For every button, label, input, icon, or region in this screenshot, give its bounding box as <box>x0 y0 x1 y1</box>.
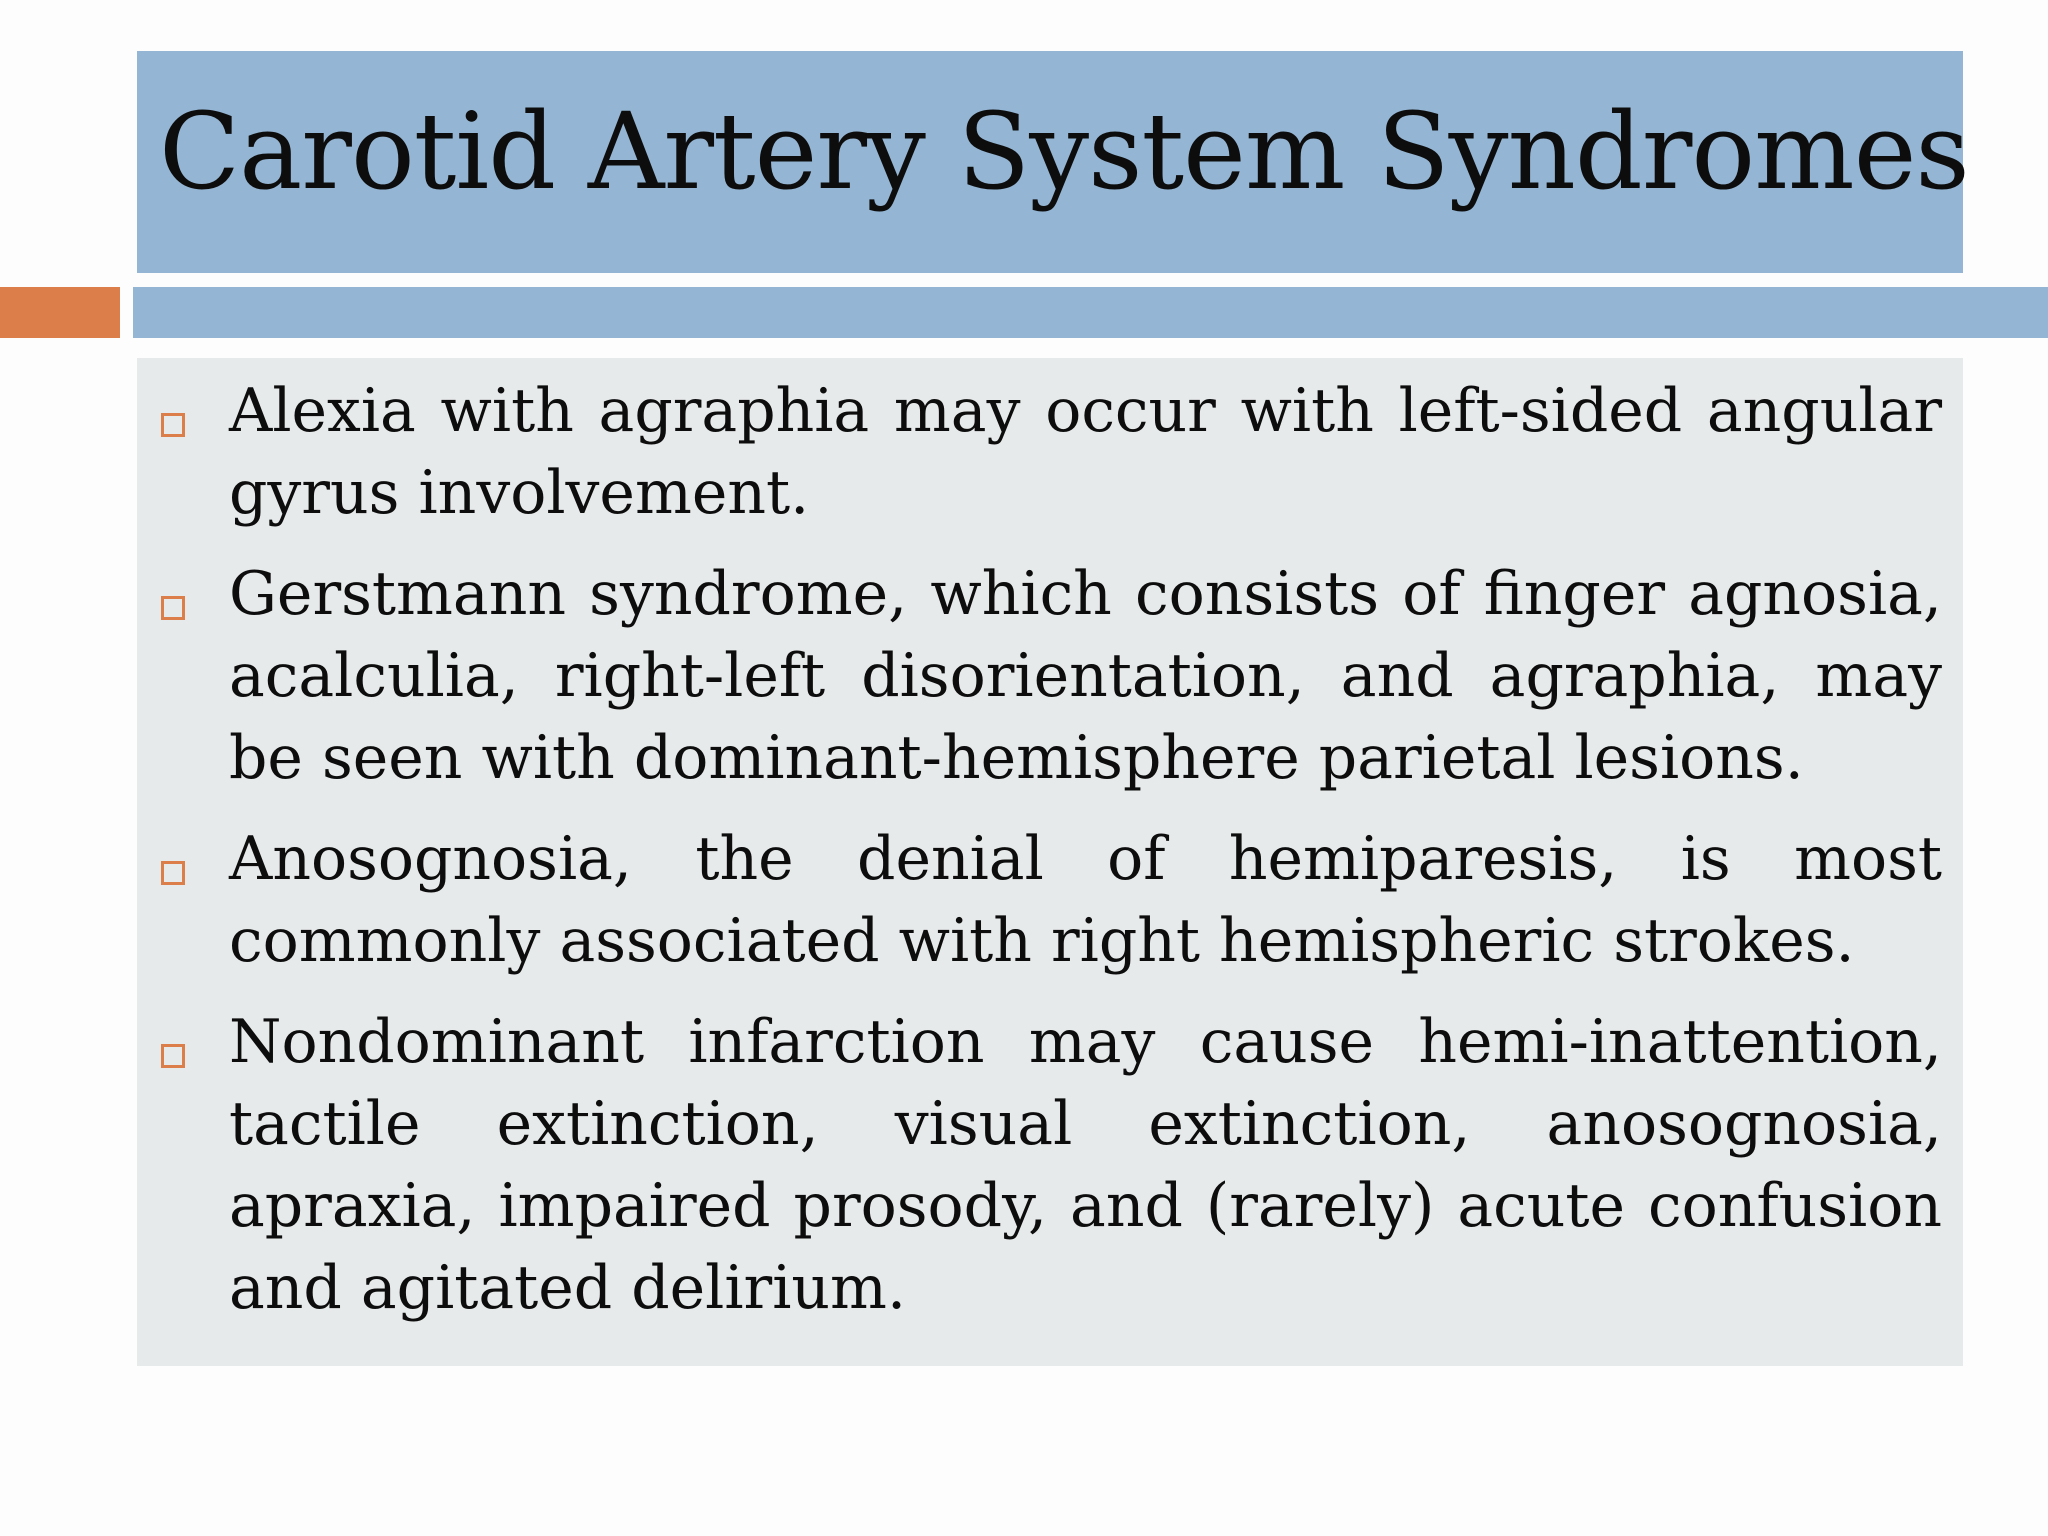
slide-title: Carotid Artery System Syndromes <box>159 90 1969 213</box>
bullet-square-icon <box>161 596 185 620</box>
accent-bar-orange <box>0 287 120 338</box>
bullet-square-icon <box>161 413 185 437</box>
bullet-square-icon <box>161 1044 185 1068</box>
bullet-text: Nondominant infarction may cause hemi-inattention, tactile extinction, visual extinction, anosognosia, apraxia, impaired prosody, and (rarely) acute confusion and agitated delirium. <box>229 1007 1942 1323</box>
bullet-text: Alexia with agraphia may occur with left-sided angular gyrus involvement. <box>229 376 1942 528</box>
bullet-text: Anosognosia, the denial of hemiparesis, is most commonly associated with right hemispheric strokes. <box>229 824 1942 976</box>
title-bar <box>137 51 1969 273</box>
content-box <box>137 358 1963 1366</box>
bullet-text: Gerstmann syndrome, which consists of finger agnosia, acalculia, right-left disorientation, and agraphia, may be seen with dominant-hemisphere parietal lesions. <box>229 559 1942 793</box>
bullet-square-icon <box>161 861 185 885</box>
accent-bar-blue <box>133 287 2048 338</box>
